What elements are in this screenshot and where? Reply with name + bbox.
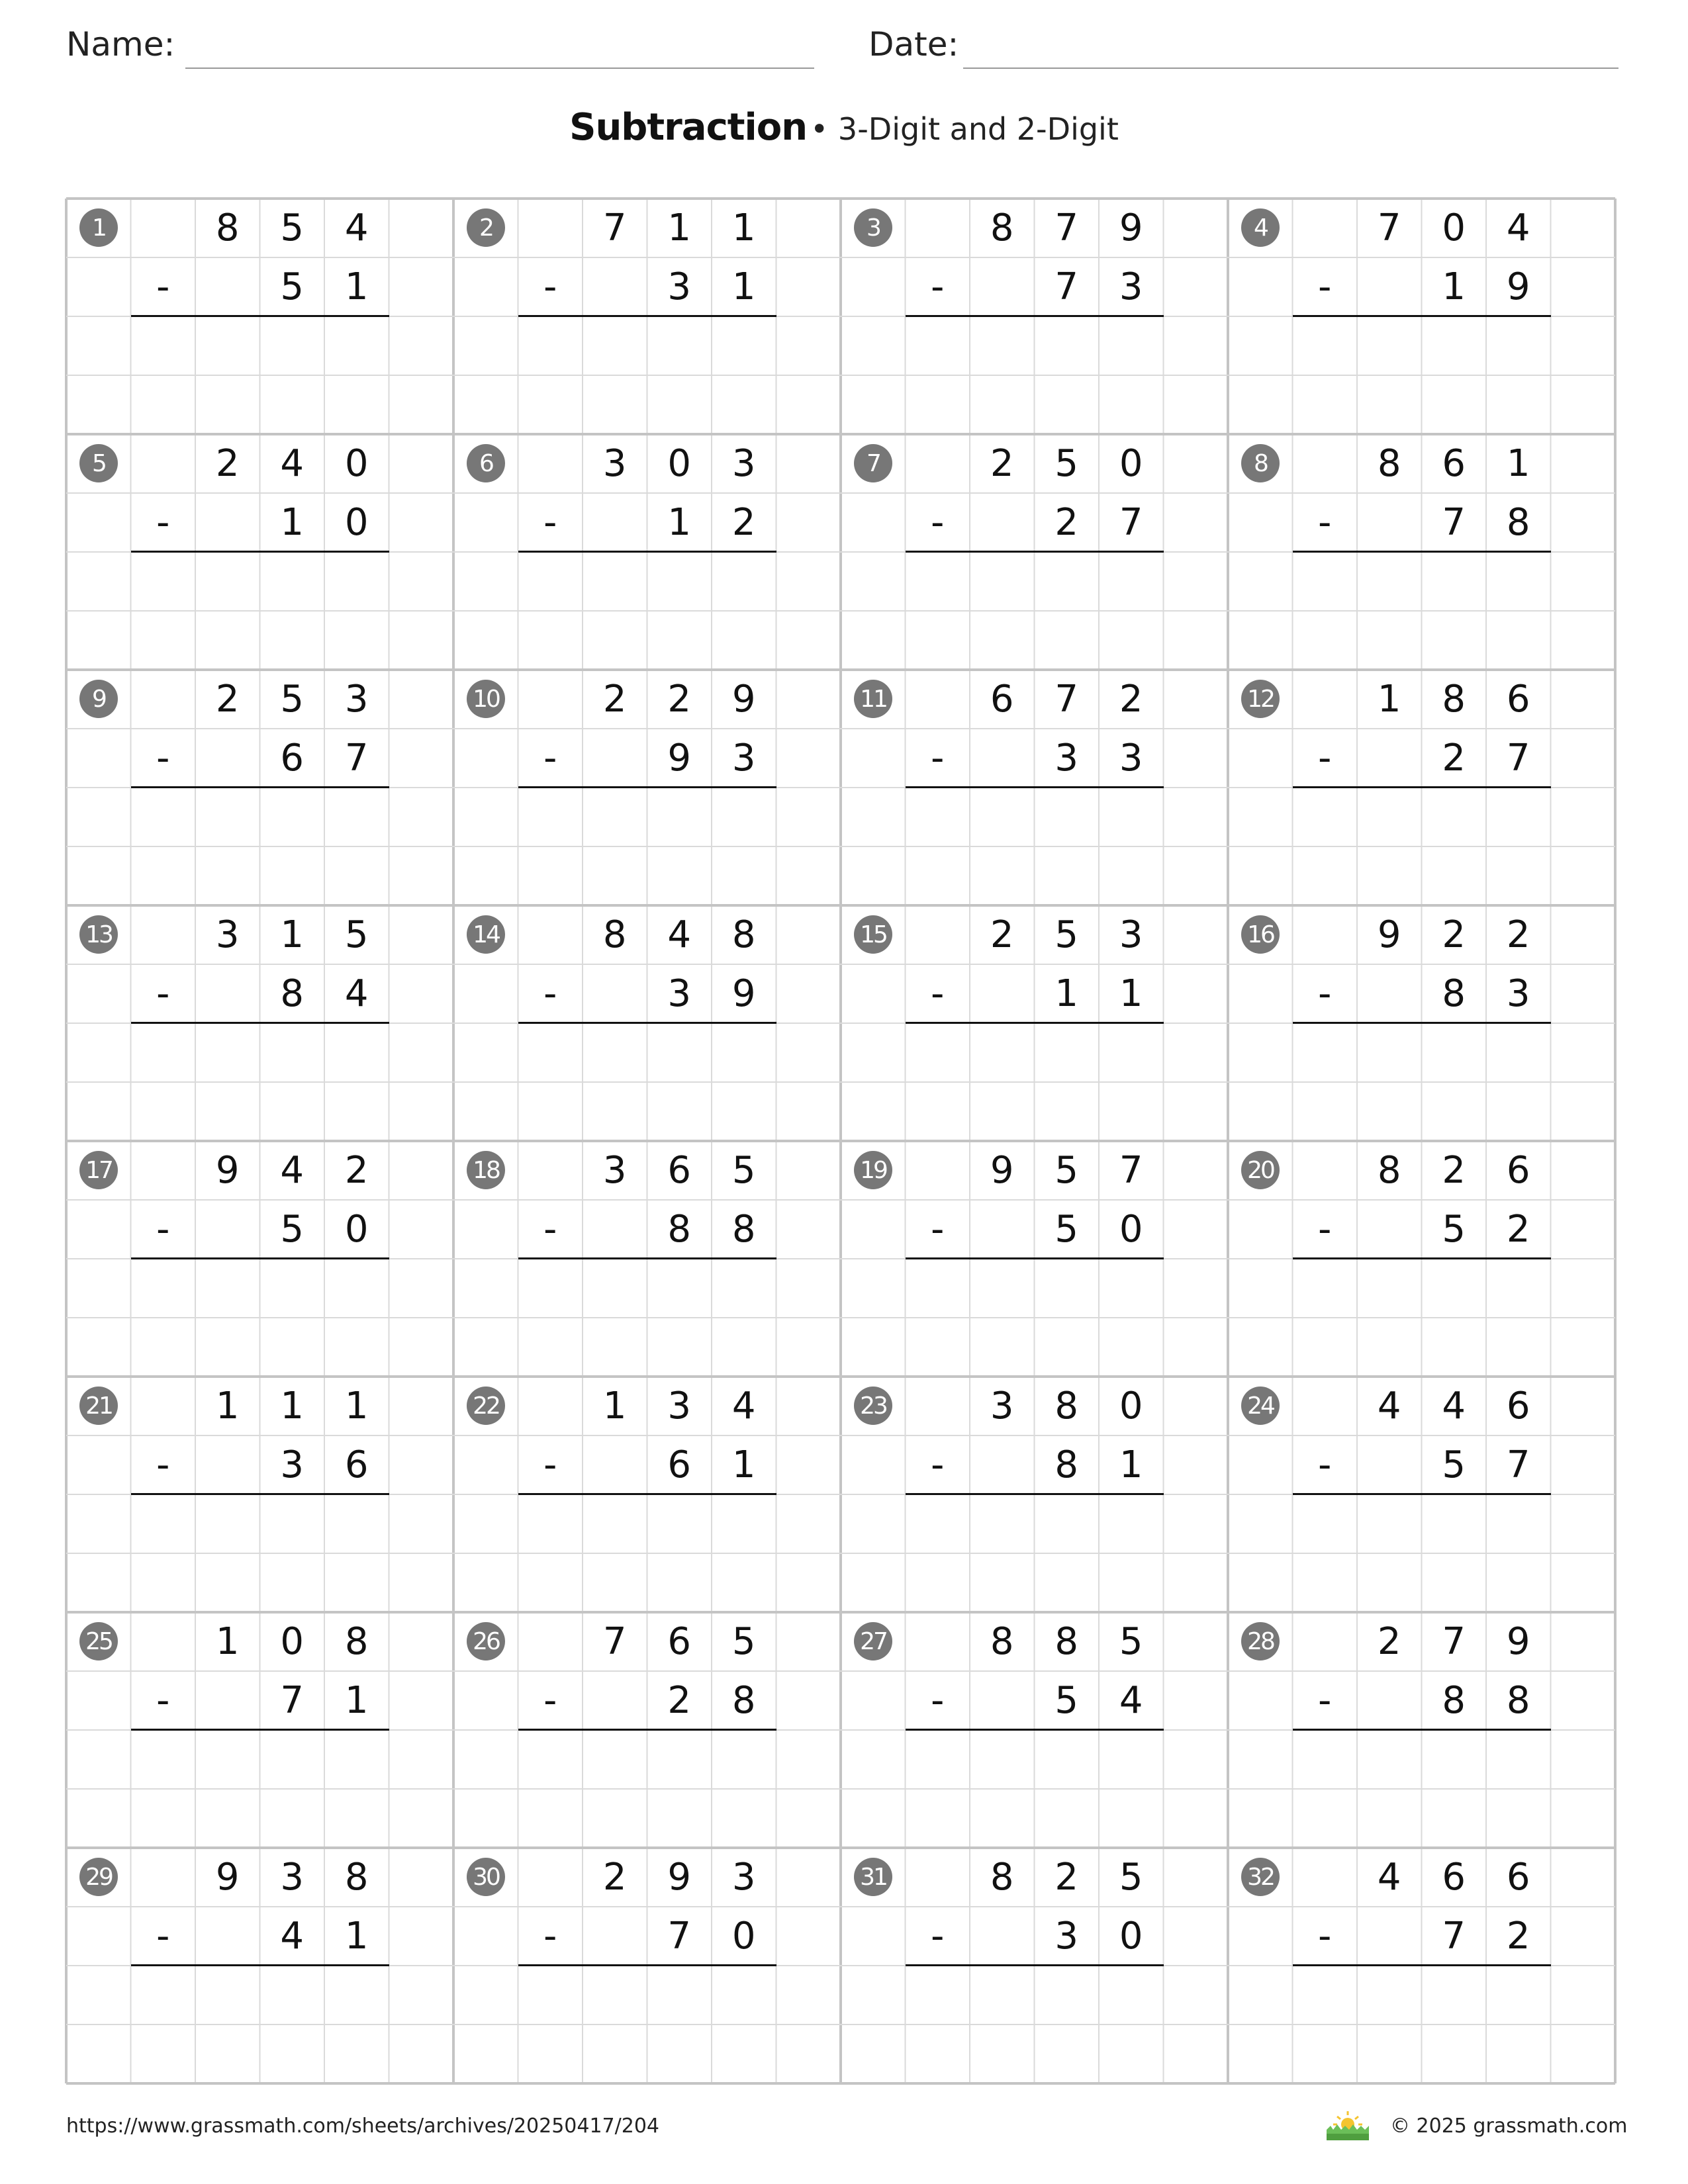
problem-number-badge: 28 [1241,1622,1280,1661]
answer-area[interactable] [518,1494,776,1553]
minuend-digit: 3 [990,1385,1014,1428]
minuend-digit: 5 [280,678,305,721]
problem-number-badge: 9 [79,680,118,718]
minus-sign: - [543,501,557,544]
subtrahend-digit: 3 [1506,972,1530,1015]
subtrahend-digit: 8 [667,1208,692,1251]
answer-area[interactable] [906,316,1164,375]
minus-sign: - [1318,972,1332,1015]
problem-number-badge: 25 [79,1622,118,1661]
minus-sign: - [1318,501,1332,544]
problem-number-badge: 27 [854,1622,892,1661]
minuend-digit: 2 [990,913,1014,956]
problem-number-badge: 8 [1241,444,1280,482]
minuend-digit: 4 [1442,1385,1466,1428]
subtrahend-digit: 3 [667,265,692,308]
subtrahend-digit: 4 [344,972,369,1015]
minuend-digit: 2 [667,678,692,721]
answer-area[interactable] [131,1259,389,1318]
minuend-digit: 6 [1506,1385,1530,1428]
minuend-digit: 6 [1506,678,1530,721]
minuend-digit: 9 [1119,206,1143,250]
answer-area[interactable] [131,552,389,611]
minuend-digit: 7 [1119,1149,1143,1192]
minuend-digit: 1 [215,1620,240,1663]
minuend-digit: 3 [731,442,756,485]
minus-sign: - [1318,1679,1332,1722]
answer-area[interactable] [131,1966,389,2025]
problem-number-badge: 31 [854,1858,892,1896]
minuend-digit: 1 [215,1385,240,1428]
minuend-digit: 0 [1119,1385,1143,1428]
problem-number-badge: 1 [79,208,118,247]
minus-sign: - [931,737,945,780]
minuend-digit: 2 [1377,1620,1401,1663]
minuend-digit: 4 [344,206,369,250]
minuend-digit: 2 [1119,678,1143,721]
minuend-digit: 1 [1506,442,1530,485]
minus-sign: - [931,1679,945,1722]
answer-area[interactable] [131,316,389,375]
date-label: Date: [868,25,959,64]
minuend-digit: 3 [602,442,627,485]
answer-area[interactable] [518,1259,776,1318]
problem-number-badge: 29 [79,1858,118,1896]
minuend-digit: 5 [1119,1620,1143,1663]
subtrahend-digit: 5 [1442,1443,1466,1486]
minus-sign: - [931,1443,945,1486]
answer-area[interactable] [1293,552,1551,611]
minuend-digit: 8 [1055,1620,1079,1663]
minuend-digit: 3 [280,1856,305,1899]
answer-area[interactable] [1293,1494,1551,1553]
minuend-digit: 0 [667,442,692,485]
answer-area[interactable] [1293,788,1551,846]
problem-number-badge: 30 [467,1858,505,1896]
problem-number-badge: 23 [854,1387,892,1425]
subtrahend-digit: 7 [1442,501,1466,544]
minuend-digit: 1 [667,206,692,250]
minuend-digit: 4 [1506,206,1530,250]
subtrahend-digit: 1 [344,1915,369,1958]
minuend-digit: 9 [215,1149,240,1192]
subtrahend-digit: 5 [1442,1208,1466,1251]
minus-sign: - [543,1443,557,1486]
minus-sign: - [543,1679,557,1722]
subtrahend-digit: 8 [731,1208,756,1251]
subtrahend-digit: 2 [667,1679,692,1722]
problem-number-badge: 7 [854,444,892,482]
minuend-digit: 8 [990,206,1014,250]
subtrahend-digit: 8 [1506,501,1530,544]
minuend-digit: 1 [280,913,305,956]
minuend-digit: 6 [667,1620,692,1663]
minuend-digit: 5 [280,206,305,250]
minuend-digit: 8 [1377,1149,1401,1192]
answer-area[interactable] [131,788,389,846]
minuend-digit: 8 [731,913,756,956]
minuend-digit: 8 [344,1620,369,1663]
subtrahend-digit: 7 [280,1679,305,1722]
subtrahend-digit: 5 [1055,1208,1079,1251]
subtrahend-digit: 3 [1119,737,1143,780]
minuend-digit: 8 [990,1856,1014,1899]
minuend-digit: 5 [1119,1856,1143,1899]
subtrahend-digit: 6 [344,1443,369,1486]
problem-number-badge: 26 [467,1622,505,1661]
minuend-digit: 2 [602,1856,627,1899]
minus-sign: - [1318,265,1332,308]
subtrahend-digit: 3 [1119,265,1143,308]
minus-sign: - [931,501,945,544]
subtrahend-digit: 9 [731,972,756,1015]
minuend-digit: 7 [1055,206,1079,250]
answer-area[interactable] [906,1259,1164,1318]
problem-number-badge: 22 [467,1387,505,1425]
answer-area[interactable] [1293,1730,1551,1789]
minuend-digit: 2 [990,442,1014,485]
subtrahend-digit: 5 [280,1208,305,1251]
minuend-digit: 2 [1055,1856,1079,1899]
answer-area[interactable] [1293,1259,1551,1318]
answer-area[interactable] [131,1023,389,1082]
subtrahend-digit: 3 [1055,737,1079,780]
minuend-digit: 2 [215,678,240,721]
subtrahend-digit: 7 [344,737,369,780]
subtrahend-digit: 0 [344,1208,369,1251]
footer-url: https://www.grassmath.com/sheets/archives/20250417/204 [66,2115,660,2138]
minuend-digit: 2 [1506,913,1530,956]
answer-area[interactable] [906,1730,1164,1789]
answer-area[interactable] [906,1494,1164,1553]
minus-sign: - [156,1679,170,1722]
subtrahend-digit: 6 [667,1443,692,1486]
subtrahend-digit: 0 [1119,1208,1143,1251]
problem-number-badge: 14 [467,915,505,954]
answer-area[interactable] [906,1966,1164,2025]
minuend-digit: 9 [667,1856,692,1899]
answer-area[interactable] [518,1023,776,1082]
minuend-digit: 8 [1442,678,1466,721]
minuend-digit: 3 [1119,913,1143,956]
minus-sign: - [543,265,557,308]
problem-number-badge: 18 [467,1151,505,1189]
minuend-digit: 4 [280,1149,305,1192]
minuend-digit: 5 [731,1620,756,1663]
subtrahend-digit: 2 [731,501,756,544]
subtrahend-digit: 2 [1506,1915,1530,1958]
grass-sun-logo-icon [1324,2110,1372,2142]
problem-number-badge: 24 [1241,1387,1280,1425]
problem-number-badge: 13 [79,915,118,954]
minuend-digit: 4 [280,442,305,485]
minuend-digit: 1 [280,1385,305,1428]
subtrahend-digit: 1 [667,501,692,544]
subtrahend-digit: 9 [667,737,692,780]
subtrahend-digit: 5 [280,265,305,308]
minuend-digit: 0 [1442,206,1466,250]
minuend-digit: 0 [1119,442,1143,485]
minuend-digit: 0 [344,442,369,485]
name-label: Name: [66,25,175,64]
subtrahend-digit: 0 [344,501,369,544]
minus-sign: - [931,265,945,308]
subtrahend-digit: 4 [1119,1679,1143,1722]
title-subtitle: • 3-Digit and 2-Digit [810,111,1119,147]
minuend-digit: 7 [602,206,627,250]
minuend-digit: 2 [1442,1149,1466,1192]
subtrahend-digit: 8 [280,972,305,1015]
subtrahend-digit: 7 [667,1915,692,1958]
minus-sign: - [1318,737,1332,780]
problem-number-badge: 2 [467,208,505,247]
minuend-digit: 5 [344,913,369,956]
minus-sign: - [543,737,557,780]
minuend-digit: 9 [1506,1620,1530,1663]
answer-area[interactable] [1293,1966,1551,2025]
minuend-digit: 1 [1377,678,1401,721]
subtrahend-digit: 8 [1442,972,1466,1015]
subtrahend-digit: 7 [1119,501,1143,544]
subtrahend-digit: 3 [667,972,692,1015]
problem-number-badge: 4 [1241,208,1280,247]
subtrahend-digit: 8 [731,1679,756,1722]
problem-number-badge: 16 [1241,915,1280,954]
minuend-digit: 0 [280,1620,305,1663]
minuend-digit: 6 [667,1149,692,1192]
minus-sign: - [543,1208,557,1251]
minuend-digit: 7 [602,1620,627,1663]
minuend-digit: 7 [1055,678,1079,721]
subtrahend-digit: 1 [1442,265,1466,308]
minuend-digit: 8 [1377,442,1401,485]
minuend-digit: 3 [667,1385,692,1428]
answer-area[interactable] [906,1023,1164,1082]
subtrahend-digit: 5 [1055,1679,1079,1722]
answer-area[interactable] [518,788,776,846]
problem-number-badge: 17 [79,1151,118,1189]
answer-area[interactable] [131,1730,389,1789]
minuend-digit: 3 [215,913,240,956]
title-main: Subtraction [569,106,808,149]
minus-sign: - [156,972,170,1015]
subtrahend-digit: 1 [1055,972,1079,1015]
minuend-digit: 3 [344,678,369,721]
answer-area[interactable] [1293,316,1551,375]
minus-sign: - [156,1915,170,1958]
problem-number-badge: 5 [79,444,118,482]
subtrahend-digit: 6 [280,737,305,780]
problem-number-badge: 10 [467,680,505,718]
subtrahend-digit: 4 [280,1915,305,1958]
answer-area[interactable] [1293,1023,1551,1082]
problem-number-badge: 15 [854,915,892,954]
subtrahend-digit: 1 [280,501,305,544]
minus-sign: - [156,737,170,780]
subtrahend-digit: 1 [344,1679,369,1722]
problem-number-badge: 12 [1241,680,1280,718]
minus-sign: - [543,972,557,1015]
minuend-digit: 5 [1055,913,1079,956]
subtrahend-digit: 8 [1442,1679,1466,1722]
answer-area[interactable] [906,788,1164,846]
minuend-digit: 2 [344,1149,369,1192]
minuend-digit: 1 [731,206,756,250]
minuend-digit: 3 [602,1149,627,1192]
minus-sign: - [1318,1208,1332,1251]
subtrahend-digit: 7 [1442,1915,1466,1958]
minuend-digit: 4 [1377,1385,1401,1428]
problem-number-badge: 21 [79,1387,118,1425]
subtrahend-digit: 2 [1055,501,1079,544]
subtrahend-digit: 3 [280,1443,305,1486]
answer-area[interactable] [518,1966,776,2025]
minuend-digit: 9 [990,1149,1014,1192]
answer-area[interactable] [906,552,1164,611]
problem-number-badge: 3 [854,208,892,247]
minuend-digit: 8 [344,1856,369,1899]
minuend-digit: 6 [1506,1856,1530,1899]
minus-sign: - [931,1208,945,1251]
footer-copyright: © 2025 grassmath.com [1390,2115,1628,2138]
subtrahend-digit: 3 [1055,1915,1079,1958]
subtrahend-digit: 9 [1506,265,1530,308]
minuend-digit: 1 [602,1385,627,1428]
minuend-digit: 8 [990,1620,1014,1663]
minus-sign: - [1318,1443,1332,1486]
problem-number-badge: 6 [467,444,505,482]
minuend-digit: 6 [1442,442,1466,485]
subtrahend-digit: 8 [1506,1679,1530,1722]
subtrahend-digit: 2 [1442,737,1466,780]
minus-sign: - [931,1915,945,1958]
subtrahend-digit: 7 [1506,1443,1530,1486]
minus-sign: - [156,1443,170,1486]
minuend-digit: 5 [1055,1149,1079,1192]
problem-number-badge: 19 [854,1151,892,1189]
answer-area[interactable] [518,316,776,375]
minus-sign: - [156,265,170,308]
problem-number-badge: 20 [1241,1151,1280,1189]
subtrahend-digit: 1 [731,1443,756,1486]
subtrahend-digit: 1 [344,265,369,308]
minuend-digit: 4 [667,913,692,956]
subtrahend-digit: 7 [1055,265,1079,308]
minuend-digit: 2 [602,678,627,721]
answer-area[interactable] [518,552,776,611]
minuend-digit: 9 [731,678,756,721]
minus-sign: - [931,972,945,1015]
minuend-digit: 4 [731,1385,756,1428]
minuend-digit: 7 [1442,1620,1466,1663]
subtrahend-digit: 8 [1055,1443,1079,1486]
minuend-digit: 8 [602,913,627,956]
subtrahend-digit: 1 [1119,1443,1143,1486]
minuend-digit: 5 [1055,442,1079,485]
minuend-digit: 7 [1377,206,1401,250]
minus-sign: - [156,501,170,544]
subtrahend-digit: 0 [1119,1915,1143,1958]
minuend-digit: 6 [990,678,1014,721]
minus-sign: - [156,1208,170,1251]
minuend-digit: 6 [1442,1856,1466,1899]
problem-number-badge: 11 [854,680,892,718]
subtrahend-digit: 1 [1119,972,1143,1015]
problem-number-badge: 32 [1241,1858,1280,1896]
subtrahend-digit: 0 [731,1915,756,1958]
minuend-digit: 8 [215,206,240,250]
minus-sign: - [543,1915,557,1958]
minuend-digit: 9 [1377,913,1401,956]
minuend-digit: 3 [731,1856,756,1899]
minuend-digit: 9 [215,1856,240,1899]
minuend-digit: 2 [215,442,240,485]
minuend-digit: 5 [731,1149,756,1192]
subtrahend-digit: 7 [1506,737,1530,780]
minuend-digit: 8 [1055,1385,1079,1428]
answer-area[interactable] [518,1730,776,1789]
minuend-digit: 6 [1506,1149,1530,1192]
minuend-digit: 2 [1442,913,1466,956]
answer-area[interactable] [131,1494,389,1553]
subtrahend-digit: 2 [1506,1208,1530,1251]
subtrahend-digit: 3 [731,737,756,780]
minuend-digit: 4 [1377,1856,1401,1899]
subtrahend-digit: 1 [731,265,756,308]
minus-sign: - [1318,1915,1332,1958]
minuend-digit: 1 [344,1385,369,1428]
